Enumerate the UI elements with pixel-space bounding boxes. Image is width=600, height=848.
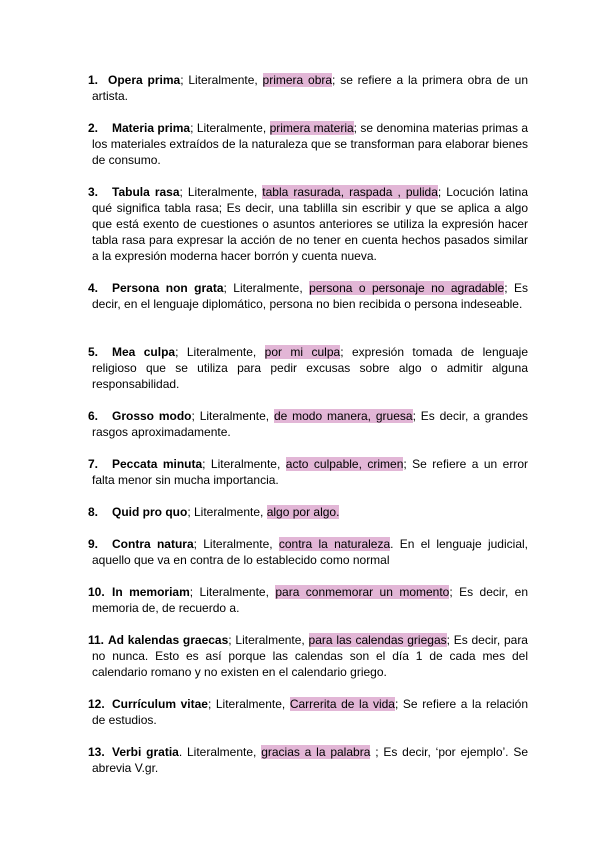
latin-term: Persona non grata	[112, 281, 224, 295]
list-item	[88, 408, 529, 440]
list-item	[88, 184, 528, 264]
highlighted-translation: primera materia	[269, 121, 354, 135]
definition-text: . En el lenguaje judicial, aquello que va en contra de lo establecido como normal	[92, 537, 528, 567]
definition-text: ; Es decir, a grandes rasgos aproximadamente.	[92, 409, 529, 439]
latin-term: Peccata minuta	[112, 457, 203, 471]
list-item	[88, 120, 529, 168]
item-number: 4.	[88, 281, 99, 295]
text-prefix: ; Literalmente,	[180, 73, 263, 87]
latin-term: Quid pro quo	[112, 505, 188, 519]
highlighted-translation: de modo manera, gruesa	[273, 409, 413, 423]
definition-text: ; Es decir, en memoria de, de recuerdo a.	[92, 585, 528, 615]
definition-text: ; se denomina materias primas a los materiales extraídos de la naturaleza que se transforman para elaborar bienes de consumo.	[92, 121, 529, 167]
latin-term: Contra natura	[112, 537, 194, 551]
latin-term: Grosso modo	[112, 409, 192, 423]
item-number: 8.	[88, 505, 99, 519]
item-number: 5.	[88, 345, 99, 359]
list-item	[88, 280, 528, 312]
list-item	[88, 584, 528, 616]
latin-term: Materia prima	[112, 121, 191, 135]
definition-text: ; Se refiere a la relación de estudios.	[92, 697, 529, 727]
item-number: 10.	[88, 585, 105, 599]
highlighted-translation: persona o personaje no agradable	[309, 281, 505, 295]
latin-term: Mea culpa	[112, 345, 176, 359]
list-item	[88, 456, 529, 488]
latin-term: Tabula rasa	[112, 185, 180, 199]
list-item	[88, 632, 528, 680]
text-prefix: ; Literalmente,	[207, 697, 290, 711]
list-item	[88, 744, 529, 776]
text-prefix: ; Literalmente,	[202, 457, 286, 471]
latin-term: Opera prima	[108, 73, 181, 87]
highlighted-translation: tabla rasurada, raspada , pulida	[262, 185, 438, 199]
list-item	[88, 536, 528, 568]
text-prefix: . Literalmente,	[178, 745, 262, 759]
text-prefix: ; Literalmente,	[190, 121, 270, 135]
item-number: 3.	[88, 185, 99, 199]
text-prefix: ; Literalmente,	[223, 281, 310, 295]
highlighted-translation: por mi culpa	[264, 345, 341, 359]
latin-term: Verbi gratia	[112, 745, 179, 759]
text-prefix: ; Literalmente,	[228, 633, 309, 647]
definition-text: ; Es decir, para no nunca. Esto es así porque las calendas son el día 1 de cada mes del calendario romano y no existen en el calendario griego.	[92, 633, 528, 679]
item-number: 6.	[88, 409, 99, 423]
item-number: 7.	[88, 457, 99, 471]
text-prefix: ; Literalmente,	[189, 585, 276, 599]
text-prefix: ; Literalmente,	[179, 185, 263, 199]
list-item	[88, 72, 528, 104]
highlighted-translation: gracias a la palabra	[261, 745, 371, 759]
item-number: 11.	[88, 633, 105, 647]
definition-text: ; expresión tomada de lenguaje religioso que se utiliza para pedir excusas sobre algo o admitir alguna responsabilidad.	[92, 345, 528, 391]
item-number: 13.	[88, 745, 105, 759]
list-item	[88, 696, 529, 728]
highlighted-translation: contra la naturaleza	[278, 537, 391, 551]
item-number: 9.	[88, 537, 99, 551]
latin-term: Currículum vitae	[112, 697, 208, 711]
text-prefix: ; Literalmente,	[187, 505, 267, 519]
item-number: 1.	[88, 73, 99, 87]
highlighted-translation: Carrerita de la vida	[289, 697, 395, 711]
text-prefix: ; Literalmente,	[193, 537, 279, 551]
text-prefix: ; Literalmente,	[191, 409, 274, 423]
definition-text: ; Es decir, en el lenguaje diplomático, persona no bien recibida o persona indeseable.	[92, 281, 528, 311]
highlighted-translation: algo por algo.	[266, 505, 340, 519]
highlighted-translation: primera obra	[262, 73, 333, 87]
item-number: 2.	[88, 121, 99, 135]
definition-text: ; Se refiere a un error falta menor sin mucha importancia.	[92, 457, 529, 487]
highlighted-translation: para conmemorar un momento	[275, 585, 450, 599]
definition-text: ; Locución latina qué significa tabla rasa; Es decir, una tablilla sin escribir y que se aplica a algo que está exento de cuestiones o asuntos anteriores se utiliza la expresión hacer tabla rasa para expresar la acción de no tener en cuenta hechos pasados similar a la expresión moderna hacer borrón y cuenta nueva.	[92, 185, 528, 263]
latin-term: Ad kalendas graecas	[108, 633, 229, 647]
text-prefix: ; Literalmente,	[175, 345, 265, 359]
latin-term: In memoriam	[112, 585, 190, 599]
highlighted-translation: para las calendas griegas	[308, 633, 447, 647]
definition-text: ; se refiere a la primera obra de un artista.	[92, 73, 528, 103]
list-item	[88, 344, 528, 392]
highlighted-translation: acto culpable, crimen	[285, 457, 404, 471]
definition-text: ; Es decir, ‘por ejemplo’. Se abrevia V.gr.	[92, 745, 529, 775]
list-item	[88, 504, 528, 520]
item-number: 12.	[88, 697, 105, 711]
